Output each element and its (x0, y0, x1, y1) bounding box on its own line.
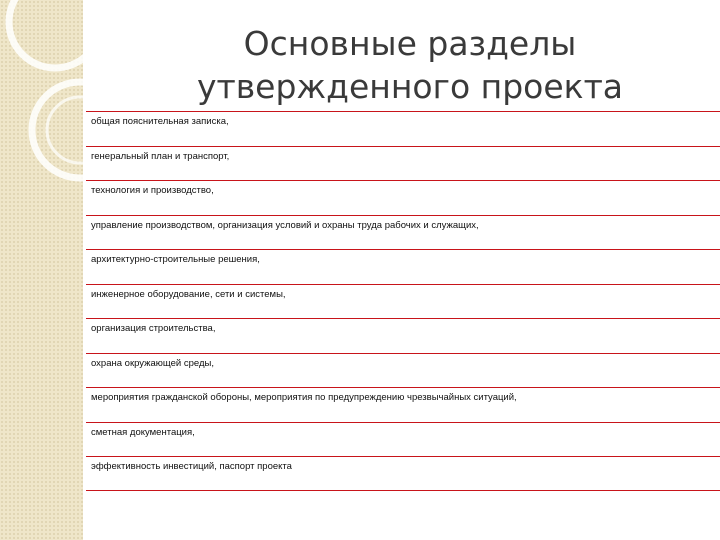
list-item (86, 180, 720, 215)
list-item-text: организация строительства, (91, 323, 216, 334)
decorative-circles (0, 0, 83, 540)
list-item (86, 422, 720, 457)
title-line-1: Основные разделы (243, 24, 577, 63)
decorative-side-panel (0, 0, 83, 540)
page-title (150, 22, 670, 108)
list-item (86, 456, 720, 491)
list-item-text: эффективность инвестиций, паспорт проекта (91, 461, 292, 472)
list-item (86, 215, 720, 250)
list-item-text: инженерное оборудование, сети и системы, (91, 288, 286, 300)
list-item (86, 249, 720, 284)
list-item-text: генеральный план и транспорт, (91, 150, 230, 162)
list-item (86, 387, 720, 422)
list-item-text: технология и производство, (91, 185, 214, 196)
list-item-text: архитектурно-строительные решения, (91, 254, 260, 265)
list-item (86, 318, 720, 353)
list-item-text: сметная документация, (91, 426, 195, 438)
sections-list (86, 111, 720, 491)
list-item (86, 353, 720, 388)
list-item (86, 284, 720, 319)
list-item (86, 146, 720, 181)
list-item-text: охрана окружающей среды, (91, 357, 214, 369)
list-item-text: управление производством, организация условий и охраны труда рабочих и служащих, (91, 219, 479, 231)
title-line-2: утвержденного проекта (196, 67, 624, 106)
list-item-text: общая пояснительная записка, (91, 116, 229, 127)
list-item-text: мероприятия гражданской обороны, мероприятия по предупреждению чрезвычайных ситуаций, (91, 392, 517, 403)
list-item (86, 111, 720, 146)
